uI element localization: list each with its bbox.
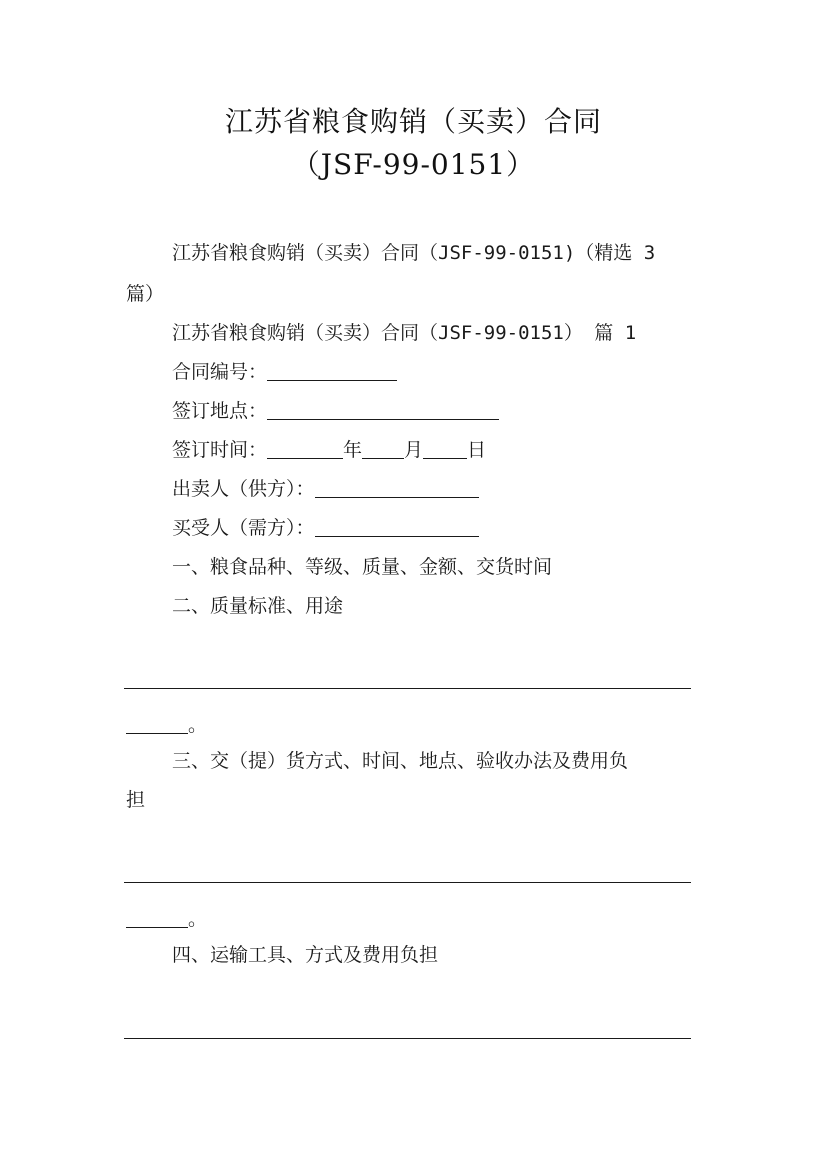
section-2-end-mark: 。	[188, 714, 208, 736]
month-char: 月	[404, 439, 424, 461]
sign-place-label: 签订地点：	[172, 400, 268, 422]
sign-time-label: 签订时间：	[172, 439, 268, 461]
doc-code: （JSF-99-0151）	[291, 148, 536, 181]
doc-title: 江苏省粮食购销（买卖）合同	[224, 105, 602, 138]
sign-place-row	[172, 398, 499, 424]
section-2-heading: 二、质量标准、用途	[172, 595, 344, 617]
year-blank	[267, 438, 343, 459]
day-char: 日	[467, 439, 487, 461]
piece-title: 江苏省粮食购销（买卖）合同（JSF-99-0151） 篇 1	[172, 322, 637, 344]
section-1-heading: 一、粮食品种、等级、质量、金额、交货时间	[172, 556, 553, 578]
seller-row	[172, 476, 479, 502]
buyer-row	[172, 515, 479, 541]
intro-line-1: 江苏省粮食购销（买卖）合同（JSF-99-0151)（精选 3	[172, 242, 656, 264]
buyer-blank	[315, 516, 479, 537]
section-2-fill-line	[124, 688, 691, 689]
section-2-tail-blank	[126, 713, 188, 734]
section-3-heading-line-1: 三、交（提）货方式、时间、地点、验收办法及费用负	[172, 750, 629, 772]
contract-number-blank	[267, 360, 397, 381]
section-3-end-mark: 。	[188, 908, 208, 930]
month-blank	[362, 438, 404, 459]
intro-line-2: 篇）	[126, 283, 165, 305]
section-3-fill-end	[126, 906, 207, 932]
section-4-heading: 四、运输工具、方式及费用负担	[172, 944, 439, 966]
buyer-label: 买受人（需方）：	[172, 517, 315, 539]
section-3-tail-blank	[126, 907, 188, 928]
sign-place-blank	[267, 399, 499, 420]
year-char: 年	[343, 439, 363, 461]
contract-number-label: 合同编号：	[172, 361, 268, 383]
contract-number-row	[172, 359, 397, 385]
section-3-fill-line	[124, 882, 691, 883]
day-blank	[423, 438, 467, 459]
sign-time-row	[172, 437, 486, 463]
section-3-heading-line-2: 担	[126, 789, 146, 811]
section-4-fill-line	[124, 1038, 691, 1039]
seller-blank	[315, 477, 479, 498]
seller-label: 出卖人（供方）：	[172, 478, 315, 500]
section-2-fill-end	[126, 712, 207, 738]
